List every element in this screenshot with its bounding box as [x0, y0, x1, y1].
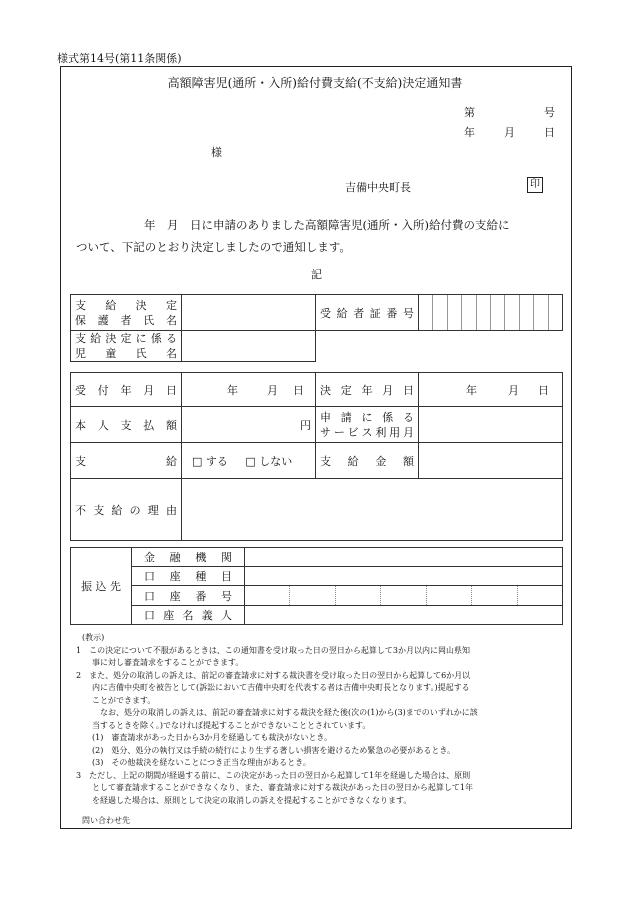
note-2-cont2: ことができます。	[92, 695, 156, 705]
note-2: 2 また、処分の取消しの訴えは、前記の審査請求に対する裁決書を受け取った日の翌日から起算して6か月以	[76, 670, 471, 680]
date-month: 月	[504, 126, 515, 139]
cert-number-field[interactable]	[419, 295, 563, 331]
note-1: 1 この決定について不服があるときは、この通知書を受け取った日の翌日から起算して3か月以内に岡山県知	[76, 645, 471, 655]
document-title: 高額障害児(通所・入所)給付費支給(不支給)決定通知書	[167, 76, 463, 90]
form-number: 様式第14号(第11条関係)	[57, 52, 182, 65]
bank-label: 金 融 機 関	[132, 548, 245, 567]
payment-no-checkbox[interactable]: □ しない	[245, 454, 293, 468]
note-2-aside: なお、処分の取消しの訴えは、前記の審査請求に対する裁決を経た後(次の(1)から(3)までのいずれかに該	[92, 708, 478, 717]
number-label: 第	[464, 106, 475, 119]
inquiry-label: 問い合わせ先	[82, 816, 130, 825]
account-holder-field[interactable]	[245, 606, 563, 625]
account-type-label: 口 座 種 目	[132, 567, 245, 586]
ki-heading: 記	[311, 268, 322, 281]
payment-amount-label: 支 給 金 額	[316, 443, 419, 479]
note-1-cont: 事に対し審査請求をすることができます。	[92, 658, 244, 667]
guardian-name-field[interactable]	[182, 295, 316, 331]
note-2-aside-cont: 当するときを除く。)でなければ提起することができないこととされています。	[92, 720, 371, 730]
notes-header: (教示)	[82, 633, 105, 642]
account-holder-label: 口 座 名 義 人	[132, 606, 245, 625]
service-month-field[interactable]	[419, 407, 563, 443]
payment-amount-field[interactable]	[419, 443, 563, 479]
recipient-table	[70, 294, 563, 362]
service-month-label: 申 請 に 係 る サービス利用月	[316, 407, 419, 443]
child-name-label: 支給決定に係る 児 童 氏 名	[71, 331, 182, 362]
transfer-table	[70, 547, 563, 625]
receipt-date-label: 受 付 年 月 日	[71, 373, 182, 407]
guardian-name-label: 支 給 決 定 保 護 者 氏 名	[71, 295, 182, 331]
denial-reason-label: 不 支 給 の 理 由	[71, 479, 182, 541]
condition-3: (3) その他裁決を経ないことにつき正当な理由があるとき。	[92, 758, 311, 767]
addressee-suffix: 様	[211, 146, 222, 159]
transfer-to-label: 振 込 先	[71, 548, 132, 625]
note-2-cont: 内に吉備中央町を被告として(訴訟において吉備中央町を代表する者は吉備中央町長となります。)提起する	[92, 683, 470, 692]
condition-1: (1) 審査請求があった日から3か月を経過しても裁決がないとき。	[92, 733, 333, 742]
account-number-label: 口 座 番 号	[132, 586, 245, 606]
number-suffix: 号	[544, 106, 555, 119]
child-name-field[interactable]	[182, 331, 316, 362]
receipt-date-field[interactable]: 年 月 日	[182, 373, 316, 407]
note-3-cont: として審査請求することができなくなり、また、審査請求に対する裁決があった日の翌日から起算して1年	[92, 783, 474, 792]
payment-yes-checkbox[interactable]: □ する	[192, 454, 228, 468]
account-number-field[interactable]	[245, 586, 563, 606]
payment-label: 支 給	[71, 443, 182, 479]
body-line-1: 年 月 日に申請のありました高額障害児(通所・入所)給付費の支給に	[144, 218, 510, 232]
cert-number-label: 受 給 者 証 番 号	[316, 295, 419, 331]
date-day: 日	[544, 126, 555, 139]
issuer-name: 吉備中央町長	[345, 181, 411, 194]
payment-options	[182, 443, 316, 479]
denial-reason-field[interactable]	[182, 479, 563, 541]
decision-table	[70, 372, 563, 541]
account-type-field[interactable]	[245, 567, 563, 586]
date-year: 年	[464, 126, 475, 139]
bank-field[interactable]	[245, 548, 563, 567]
condition-2: (2) 処分、処分の執行又は手続の続行により生ずる著しい損害を避けるため緊急の必要があるとき。	[92, 745, 456, 755]
body-text	[76, 214, 562, 258]
seal-box: 印	[527, 177, 543, 193]
self-pay-field[interactable]: 円	[182, 407, 316, 443]
self-pay-label: 本 人 支 払 額	[71, 407, 182, 443]
note-3-cont2: を経過した場合は、原則として決定の取消しの訴えを提起することができなくなります。	[92, 795, 412, 805]
decision-date-field[interactable]: 年 月 日	[419, 373, 563, 407]
decision-date-label: 決 定 年 月 日	[316, 373, 419, 407]
appeal-notes	[76, 632, 564, 828]
body-line-2: ついて、下記のとおり決定しましたので通知します。	[76, 240, 351, 254]
note-3: 3 ただし、上記の期間が経過する前に、この決定があった日の翌日から起算して1年を経過した場合は、原則	[76, 770, 471, 780]
